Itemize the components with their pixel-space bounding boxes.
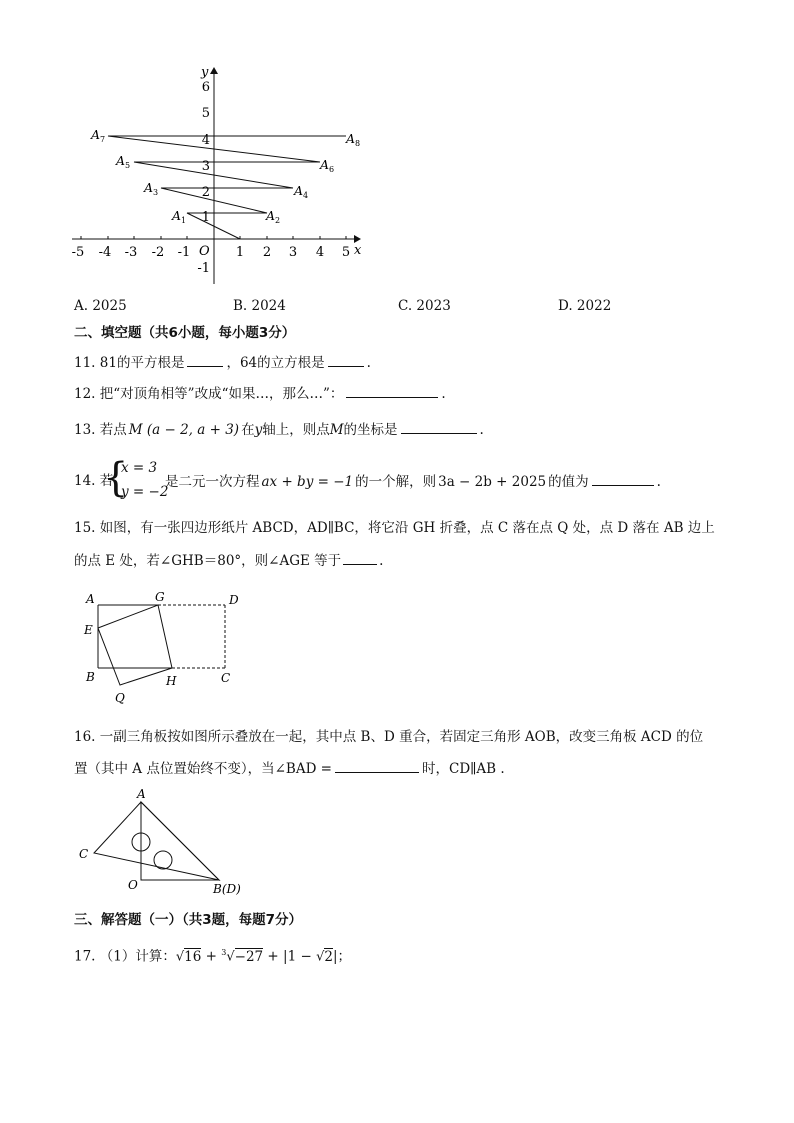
question-14-prefix: 14. 若 — [74, 473, 114, 489]
answer-blank — [346, 384, 438, 398]
system-eq-2: y = −2 — [121, 484, 169, 500]
cbrt-symbol: √ — [226, 949, 235, 965]
y-tick-label: 3 — [201, 159, 210, 174]
label-q: Q — [115, 691, 125, 705]
x-tick-label: 1 — [235, 245, 245, 260]
x-tick-label: -2 — [151, 245, 165, 260]
x-tick-label: -3 — [124, 245, 138, 260]
point-label-a2: $A_2$ — [266, 208, 281, 225]
y-tick-label: 6 — [201, 80, 210, 95]
question-17: 17. （1）计算：√16 + $^3$√−27 + |1 − √2|； — [74, 948, 352, 965]
x-tick-label: 3 — [288, 245, 298, 260]
y-tick-label: 2 — [201, 185, 210, 200]
label-h: H — [166, 674, 177, 688]
point-label-a1: $A_1$ — [172, 208, 187, 225]
label-bd: B(D) — [213, 882, 241, 896]
folded-quad — [98, 605, 172, 685]
answer-blank — [343, 551, 377, 565]
circle-hole — [154, 851, 172, 869]
x-axis-label: x — [354, 243, 362, 258]
question-16-line2: 置（其中 A 点位置始终不变），当∠BAD = 时，CD∥AB . — [74, 761, 505, 777]
question-13: 13. 若点 M (a − 2, a + 3) 在y轴上，则点M的坐标是 . — [74, 422, 484, 438]
y-tick-label: 4 — [201, 133, 210, 148]
y-tick-label: -1 — [197, 261, 210, 276]
label-d: D — [229, 593, 239, 607]
triangle-acd — [94, 802, 219, 880]
answer-blank — [335, 759, 419, 773]
question-14: 是二元一次方程 ax + by = −1 的一个解，则 3a − 2b + 2025 的值为 . — [165, 474, 661, 490]
answer-blank — [401, 420, 477, 434]
answer-blank — [328, 353, 364, 367]
point-label-a7: $A_7$ — [91, 127, 106, 144]
y-tick-label: 1 — [201, 210, 210, 225]
point-label-a3: $A_3$ — [144, 180, 159, 197]
system-eq-1: x = 3 — [121, 460, 158, 476]
question-15-line2: 的点 E 处，若∠GHB＝80°，则∠AGE 等于 . — [74, 553, 384, 569]
question-15-line1: 15. 如图，有一张四边形纸片 ABCD，AD∥BC，将它沿 GH 折叠，点 C 落在点 Q 处，点 D 落在 AB 边上 — [74, 520, 715, 536]
section-2-title: 二、填空题（共6小题，每小题3分） — [74, 325, 296, 341]
question-11: 11. 81的平方根是 ，64的立方根是 . — [74, 355, 371, 371]
origin-label: O — [199, 244, 210, 259]
x-tick-label: 5 — [341, 245, 351, 260]
option-c: C. 2023 — [398, 298, 451, 314]
label-e: E — [84, 623, 93, 637]
label-a: A — [86, 592, 95, 606]
label-c: C — [79, 847, 89, 861]
point-label-a6: $A_6$ — [320, 157, 335, 174]
x-tick-label: -4 — [98, 245, 112, 260]
section-3-title: 三、解答题（一）（共3题，每题7分） — [74, 912, 303, 928]
answer-blank — [187, 353, 223, 367]
label-a: A — [137, 787, 146, 801]
question-16-line1: 16. 一副三角板按如图所示叠放在一起，其中点 B、D 重合，若固定三角形 AOB，改变三角板 ACD 的位 — [74, 729, 704, 745]
point-label-a5: $A_5$ — [116, 153, 131, 170]
option-a: A. 2025 — [74, 298, 127, 314]
label-c: C — [221, 671, 231, 685]
option-d: D. 2022 — [558, 298, 612, 314]
option-b: B. 2024 — [233, 298, 286, 314]
label-o: O — [128, 878, 138, 892]
sqrt-symbol: √ — [316, 949, 325, 965]
figure-16 — [74, 786, 254, 898]
sqrt-symbol: √ — [175, 949, 185, 965]
label-g: G — [155, 590, 165, 604]
point-label-a4: $A_4$ — [294, 183, 309, 200]
label-b: B — [86, 670, 95, 684]
question-12: 12. 把“对顶角相等”改成“如果…，那么…”： . — [74, 386, 446, 402]
y-axis-label: y — [201, 65, 209, 80]
figure-15 — [80, 588, 250, 708]
brace-symbol: { — [103, 455, 129, 501]
x-tick-label: -1 — [177, 245, 191, 260]
answer-blank — [592, 472, 654, 486]
x-tick-label: 2 — [262, 245, 272, 260]
coordinate-graph — [60, 58, 380, 290]
x-tick-label: -5 — [71, 245, 85, 260]
y-tick-label: 5 — [201, 106, 210, 121]
x-tick-label: 4 — [315, 245, 325, 260]
point-label-a8: $A_8$ — [346, 131, 361, 148]
